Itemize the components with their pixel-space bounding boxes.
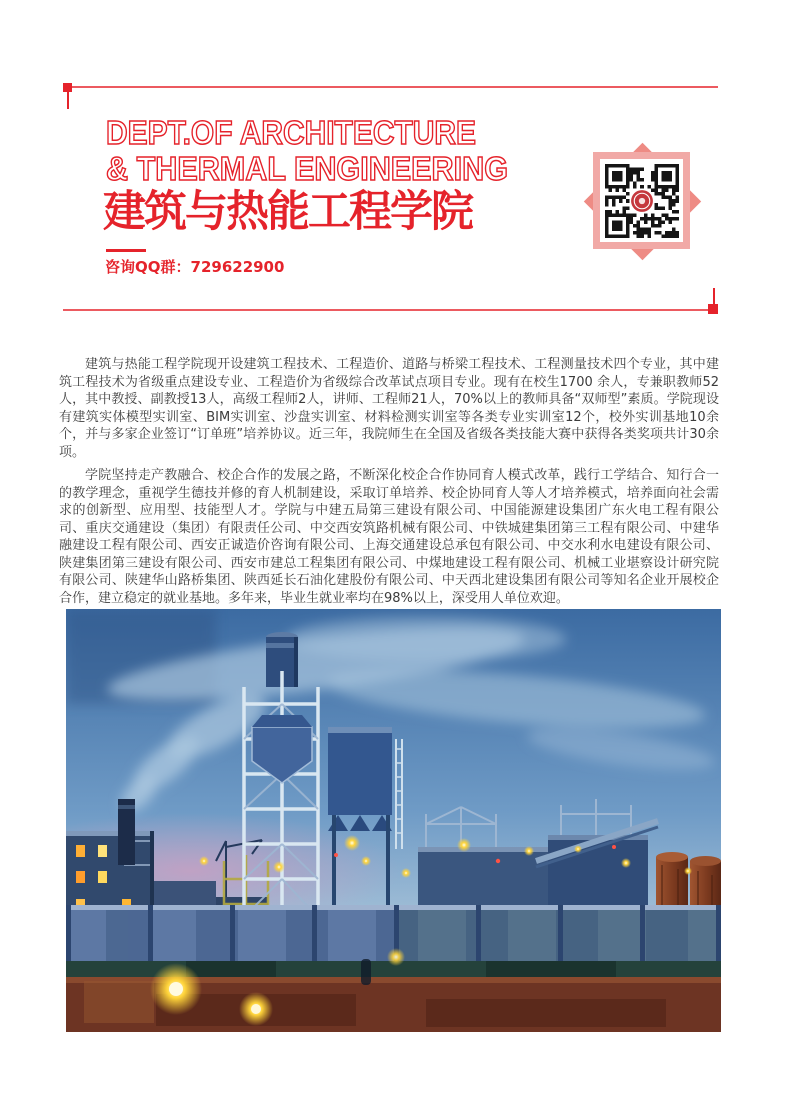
qr-code (605, 164, 679, 238)
dept-title-en-line2: & THERMAL ENGINEERING (106, 150, 508, 187)
header-bottom-rule-line (63, 309, 718, 311)
qr-frame (593, 152, 690, 249)
title-underline (106, 249, 146, 252)
paragraph-1: 建筑与热能工程学院现开设建筑工程技术、工程造价、道路与桥梁工程技术、工程测量技术四个专业，其中建筑工程技术为省级重点建设专业、工程造价为省级综合改革试点项目专业。现有在校生1700 余人，专兼职教师52人，其中教授、副教授13人，高级工程师2人，讲师、工程师21人，70%以上的教师具备“双师型”素质。学院现设有建筑实体模型实训室、BIM实训室、沙盘实训室、材料检测实训室等各类专业实训室12个，校外实训基地10余个，并与多家企业签订“订单班”培养协议。近三年，我院师生在全国及省级各类技能大赛中获得各类奖项共计30余项。 (59, 357, 719, 460)
article (59, 356, 719, 607)
top-rule-line (63, 86, 718, 88)
dept-title-en-svg (104, 116, 534, 192)
header-bottom-rule-tick (713, 288, 715, 305)
qr-center-seal-icon (629, 188, 654, 213)
industrial-plant-photo (66, 609, 721, 1032)
qr-block (576, 135, 708, 267)
top-rule-tick (67, 92, 69, 109)
dept-title-en (104, 116, 534, 196)
paragraph-2: 学院坚持走产教融合、校企合作的发展之路，不断深化校企合作协同育人模式改革，践行工学结合、知行合一的教学理念，重视学生德技并修的育人机制建设，采取订单培养、校企协同育人等人才培养模式，培养面向社会需求的创新型、应用型、技能型人才。学院与中建五局第三建设有限公司、中国能源建设集团广东火电工程有限公司、重庆交通建设（集团）有限责任公司、中交西安筑路机械有限公司、中铁城建集团第三工程有限公司、中建华融建设工程有限公司、西安正诚造价咨询有限公司、上海交通建设总承包有限公司、中交水利水电建设有限公司、陕建集团第三建设有限公司、西安市建总工程集团有限公司、中煤地建设工程有限公司、机械工业堪察设计研究院有限公司、陕建华山路桥集团、陕西延长石油化建股份有限公司、中天西北建设集团有限公司等知名企业开展校企合作，建立稳定的就业基地。多年来，毕业生就业率均在98%以上，深受用人单位欢迎。 (59, 468, 719, 606)
dept-title-en-line1: DEPT.OF ARCHITECTURE (106, 116, 476, 151)
qq-group-label: 咨询QQ群：729622900 (105, 258, 285, 276)
header-bottom-rule-square (708, 304, 718, 314)
dept-title-zh: 建筑与热能工程学院 (103, 187, 472, 237)
